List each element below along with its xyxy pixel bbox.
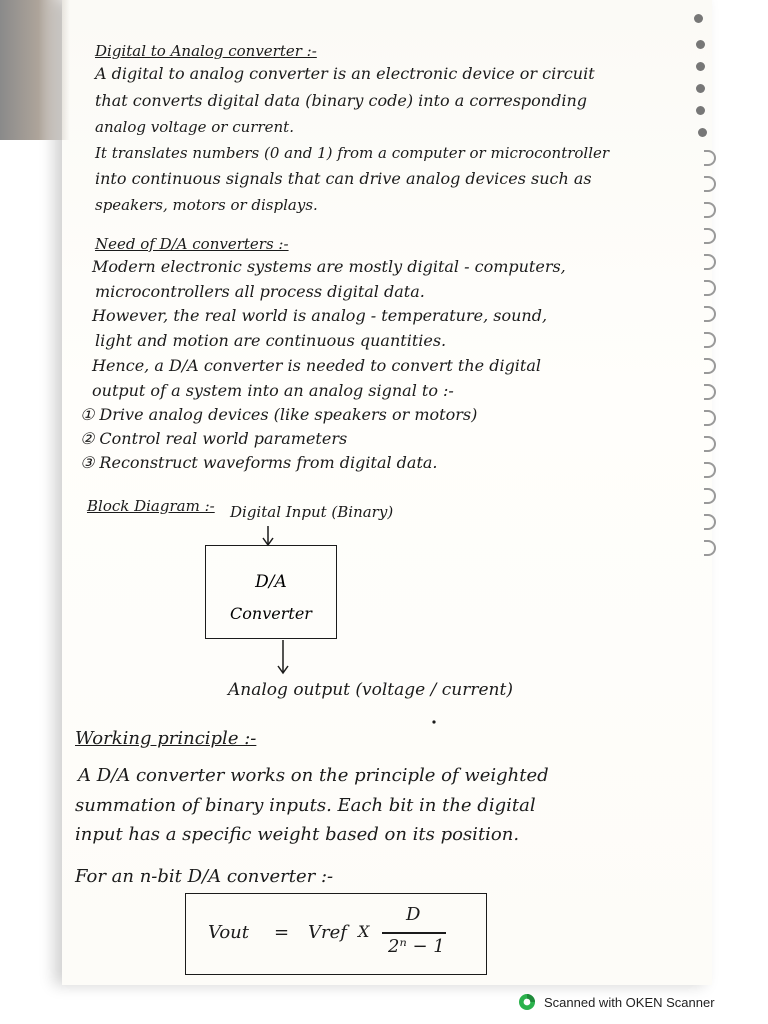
need-line: Hence, a D/A converter is needed to convert the digital — [92, 356, 542, 375]
watermark-text: Scanned with OKEN Scanner — [544, 994, 715, 1010]
need-line: output of a system into an analog signal to :- — [92, 381, 454, 400]
formula-equals: = — [274, 922, 290, 943]
scanner-watermark — [518, 992, 715, 1012]
need-point: ① Drive analog devices (like speakers or motors) — [80, 405, 478, 424]
need-line: microcontrollers all process digital data. — [95, 282, 425, 301]
formula-box — [185, 893, 487, 975]
need-line: Modern electronic systems are mostly digital - computers, — [92, 257, 566, 276]
page-title: Digital to Analog converter :- — [95, 42, 317, 60]
need-heading: Need of D/A converters :- — [95, 235, 289, 253]
formula-vout: Vout — [208, 922, 250, 943]
need-line: light and motion are continuous quantities. — [95, 331, 447, 350]
dac-block-line1: D/A — [255, 572, 287, 592]
intro-line: It translates numbers (0 and 1) from a computer or microcontroller — [95, 144, 610, 162]
formula-vref: Vref — [308, 922, 347, 943]
fraction-bar — [382, 932, 446, 934]
intro-line: A digital to analog converter is an electronic device or circuit — [95, 64, 595, 83]
need-line: However, the real world is analog - temperature, sound, — [92, 306, 548, 325]
working-line: summation of binary inputs. Each bit in the digital — [75, 795, 536, 816]
working-line: input has a specific weight based on its position. — [75, 824, 520, 845]
oken-logo-icon — [518, 993, 536, 1011]
working-heading: Working principle :- — [75, 728, 257, 749]
working-line: A D/A converter works on the principle of weighted — [78, 765, 549, 786]
formula-times: X — [358, 922, 370, 941]
formula-numerator: D — [406, 904, 421, 925]
dac-block-line2: Converter — [230, 604, 312, 623]
digital-input-label: Digital Input (Binary) — [230, 503, 394, 521]
formula-denominator: 2ⁿ − 1 — [388, 936, 445, 957]
intro-line: speakers, motors or displays. — [95, 196, 318, 214]
analog-output-label: Analog output (voltage / current) — [228, 680, 513, 700]
intro-line: analog voltage or current. — [95, 118, 294, 136]
need-point: ③ Reconstruct waveforms from digital data. — [80, 453, 438, 472]
intro-line: that converts digital data (binary code) into a corresponding — [95, 91, 587, 110]
intro-line: into continuous signals that can drive analog devices such as — [95, 169, 592, 188]
formula-intro: For an n-bit D/A converter :- — [75, 866, 334, 887]
ink-dot — [432, 720, 435, 723]
block-diagram-heading: Block Diagram :- — [87, 497, 215, 515]
need-point: ② Control real world parameters — [80, 429, 348, 448]
